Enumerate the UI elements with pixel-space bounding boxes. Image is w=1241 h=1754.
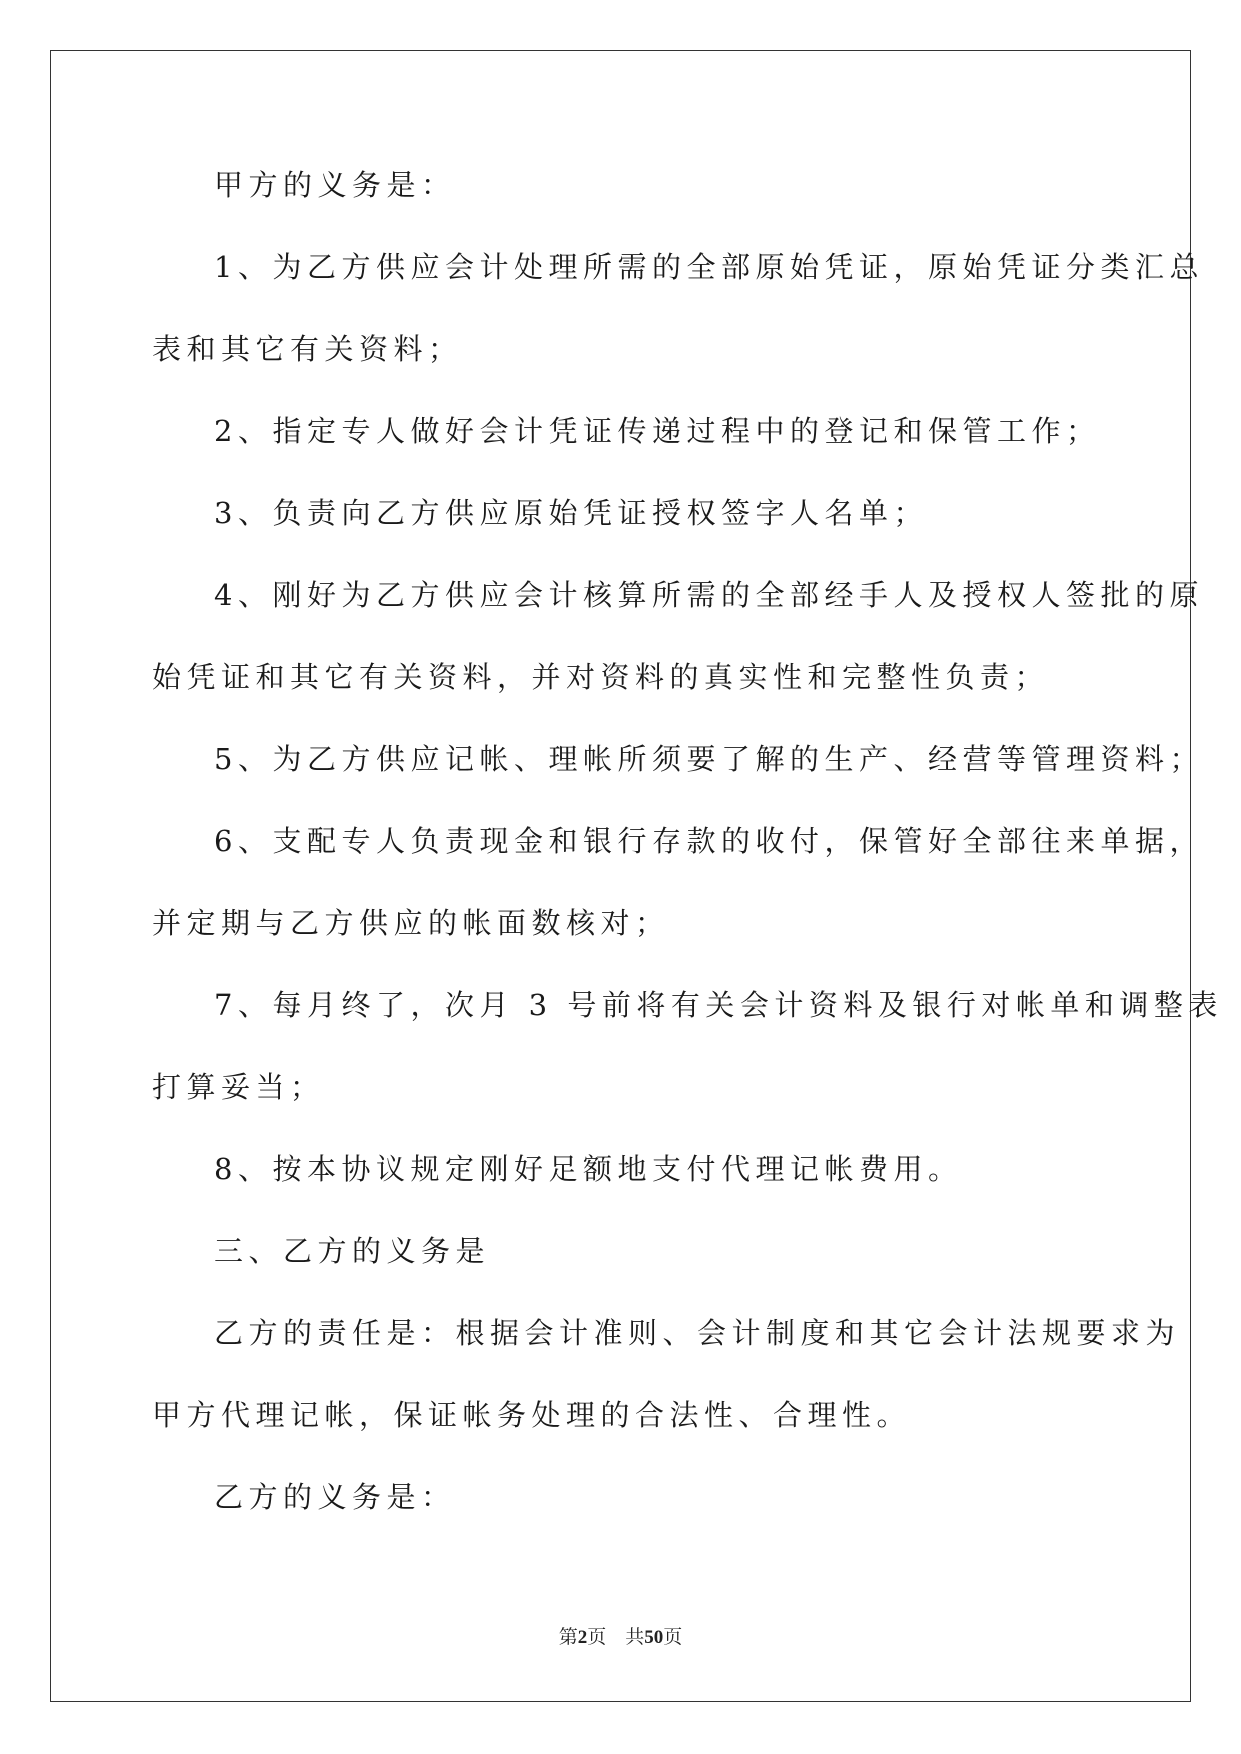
paragraph-9: 8、按本协议规定刚好足额地支付代理记帐费用。 [214,1152,963,1186]
paragraph-2-cont: 表和其它有关资料； [152,332,463,366]
paragraph-1: 甲方的义务是： [214,168,456,202]
paragraph-7-cont: 并定期与乙方供应的帐面数核对； [152,906,670,940]
paragraph-5: 4、刚好为乙方供应会计核算所需的全部经手人及授权人签批的原 [214,578,1204,612]
paragraph-8-cont: 打算妥当； [152,1070,325,1104]
paragraph-10-cont: 甲方代理记帐，保证帐务处理的合法性、合理性。 [152,1398,912,1432]
paragraph-4: 3、负责向乙方供应原始凭证授权签字人名单； [214,496,928,530]
paragraph-8: 7、每月终了，次月 3 号前将有关会计资料及银行对帐单和调整表 [214,988,1223,1022]
paragraph-2: 1、为乙方供应会计处理所需的全部原始凭证，原始凭证分类汇总 [214,250,1204,284]
page-footer [0,1622,1241,1649]
paragraph-3: 2、指定专人做好会计凭证传递过程中的登记和保管工作； [214,414,1101,448]
section-heading: 三、乙方的义务是 [214,1234,491,1268]
paragraph-10: 乙方的责任是：根据会计准则、会计制度和其它会计法规要求为 [214,1316,1181,1350]
footer-page-number: 2 [577,1627,588,1648]
footer-page-suffix: 页 [587,1627,607,1648]
footer-total-pages: 50 [644,1627,664,1648]
page-border [50,50,1191,1702]
footer-total-prefix: 共 [625,1627,645,1648]
paragraph-7: 6、支配专人负责现金和银行存款的收付，保管好全部往来单据， [214,824,1204,858]
footer-prefix: 第 [558,1627,578,1648]
footer-total-suffix: 页 [663,1627,683,1648]
paragraph-6: 5、为乙方供应记帐、理帐所须要了解的生产、经营等管理资料； [214,742,1204,776]
paragraph-11: 乙方的义务是： [214,1480,456,1514]
paragraph-5-cont: 始凭证和其它有关资料，并对资料的真实性和完整性负责； [152,660,1050,694]
